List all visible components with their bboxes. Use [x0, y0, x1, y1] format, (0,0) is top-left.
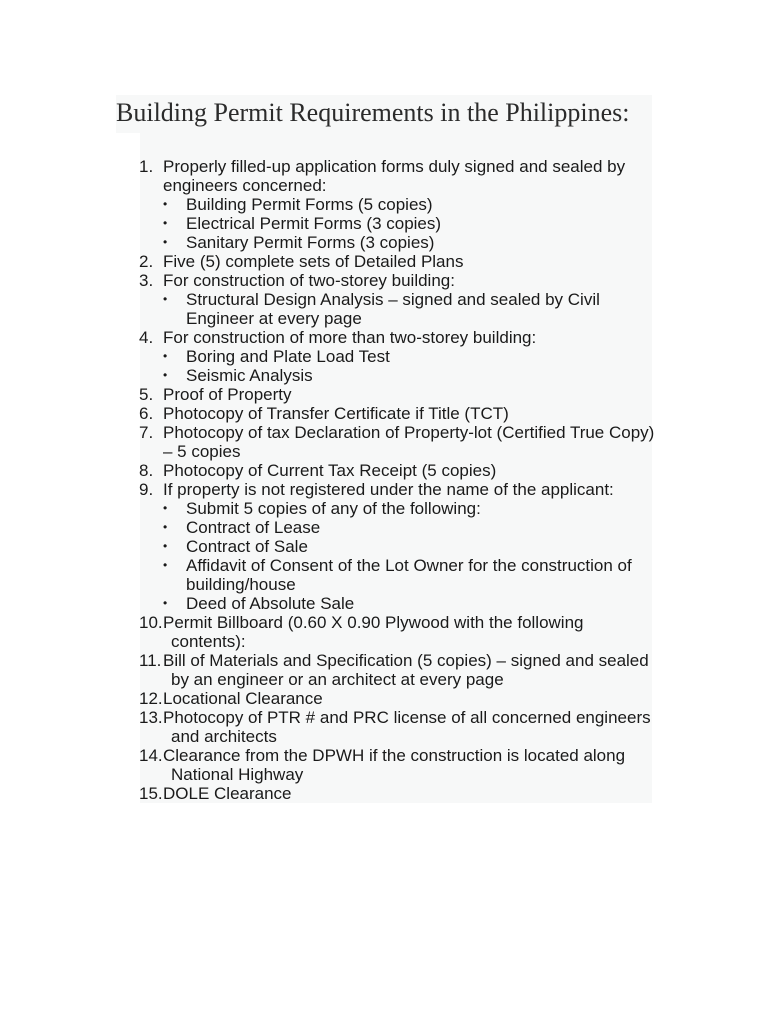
- requirements-list: [0, 157, 660, 803]
- item-text: Five (5) complete sets of Detailed Plans: [163, 252, 464, 271]
- requirement-item: [0, 613, 660, 651]
- requirement-item: [0, 423, 660, 461]
- sub-item: [163, 290, 660, 328]
- sub-list: [163, 347, 660, 385]
- item-number: 1.: [139, 157, 154, 176]
- bullet-icon: •: [163, 368, 168, 382]
- bullet-icon: •: [163, 216, 168, 230]
- item-text: For construction of more than two-storey building:: [163, 328, 537, 347]
- requirement-item: [0, 404, 660, 423]
- bullet-icon: •: [163, 596, 168, 610]
- item-text: Clearance from the DPWH if the construction is located along National Highway: [163, 746, 626, 784]
- sub-item: [163, 499, 660, 518]
- item-text: Properly filled-up application forms duly signed and sealed by engineers concerned:: [163, 157, 626, 195]
- item-number: 11.: [139, 651, 162, 670]
- item-number: 12.: [139, 689, 163, 708]
- bullet-icon: •: [163, 520, 168, 534]
- bullet-icon: •: [163, 292, 168, 306]
- requirement-item: [0, 784, 660, 803]
- sub-item: [163, 518, 660, 537]
- item-number: 13.: [139, 708, 163, 727]
- requirement-item: [0, 651, 660, 689]
- sub-item: [163, 347, 660, 366]
- item-text: Bill of Materials and Specification (5 copies) – signed and sealed by an engineer or an architect at every page: [163, 651, 649, 689]
- item-number: 9.: [139, 480, 154, 499]
- bullet-icon: •: [163, 501, 168, 515]
- sub-item-text: Electrical Permit Forms (3 copies): [186, 214, 442, 233]
- sub-item: [163, 537, 660, 556]
- sub-item-text: Structural Design Analysis – signed and sealed by Civil Engineer at every page: [186, 290, 600, 328]
- requirement-item: [0, 385, 660, 404]
- requirement-item: [0, 746, 660, 784]
- item-text: For construction of two-storey building:: [163, 271, 455, 290]
- item-number: 6.: [139, 404, 154, 423]
- requirement-item: [0, 708, 660, 746]
- sub-item-text: Contract of Sale: [186, 537, 308, 556]
- item-text: Proof of Property: [163, 385, 292, 404]
- requirement-item: [0, 689, 660, 708]
- sub-item-text: Submit 5 copies of any of the following:: [186, 499, 481, 518]
- item-text: If property is not registered under the name of the applicant:: [163, 480, 614, 499]
- sub-item-text: Boring and Plate Load Test: [186, 347, 390, 366]
- item-number: 3.: [139, 271, 154, 290]
- requirement-item: [0, 328, 660, 385]
- item-number: 4.: [139, 328, 154, 347]
- sub-item: [163, 195, 660, 214]
- sub-list: [163, 499, 660, 613]
- item-text: Locational Clearance: [163, 689, 323, 708]
- requirement-item: [0, 157, 660, 252]
- sub-item-text: Sanitary Permit Forms (3 copies): [186, 233, 435, 252]
- item-number: 14.: [139, 746, 163, 765]
- item-text: Photocopy of Current Tax Receipt (5 copies): [163, 461, 497, 480]
- sub-item-text: Affidavit of Consent of the Lot Owner for the construction of building/house: [186, 556, 632, 594]
- sub-item-text: Deed of Absolute Sale: [186, 594, 355, 613]
- bullet-icon: •: [163, 539, 168, 553]
- item-number: 5.: [139, 385, 154, 404]
- bullet-icon: •: [163, 558, 168, 572]
- sub-item: [163, 233, 660, 252]
- sub-list: [163, 290, 660, 328]
- item-text: Photocopy of tax Declaration of Property-lot (Certified True Copy) – 5 copies: [163, 423, 655, 461]
- sub-item: [163, 594, 660, 613]
- page-title: Building Permit Requirements in the Philippines:: [116, 98, 630, 127]
- item-number: 8.: [139, 461, 154, 480]
- item-text: DOLE Clearance: [163, 784, 292, 803]
- item-number: 2.: [139, 252, 154, 271]
- item-number: 10.: [139, 613, 163, 632]
- requirement-item: [0, 480, 660, 613]
- item-text: Photocopy of PTR # and PRC license of all concerned engineers and architects: [163, 708, 651, 746]
- bullet-icon: •: [163, 197, 168, 211]
- sub-item: [163, 214, 660, 233]
- item-text: Photocopy of Transfer Certificate if Title (TCT): [163, 404, 509, 423]
- requirement-item: [0, 252, 660, 271]
- item-number: 15.: [139, 784, 163, 803]
- bullet-icon: •: [163, 349, 168, 363]
- bullet-icon: •: [163, 235, 168, 249]
- item-text: Permit Billboard (0.60 X 0.90 Plywood with the following contents):: [163, 613, 584, 651]
- item-number: 7.: [139, 423, 154, 442]
- sub-item: [163, 556, 660, 594]
- sub-item: [163, 366, 660, 385]
- requirement-item: [0, 271, 660, 328]
- sub-list: [163, 195, 660, 252]
- sub-item-text: Building Permit Forms (5 copies): [186, 195, 433, 214]
- sub-item-text: Contract of Lease: [186, 518, 321, 537]
- requirement-item: [0, 461, 660, 480]
- sub-item-text: Seismic Analysis: [186, 366, 313, 385]
